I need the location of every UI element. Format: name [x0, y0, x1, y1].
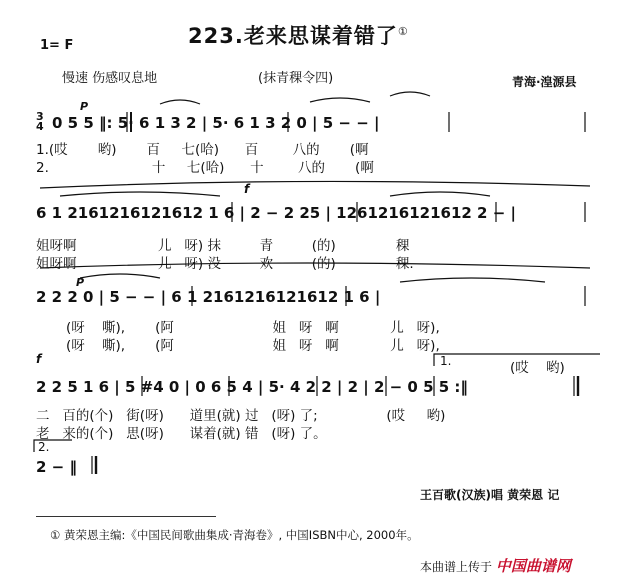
title-footnote-mark: ①: [397, 25, 409, 38]
song-origin: 青海·湟源县: [512, 75, 577, 89]
footnote-divider: [36, 516, 216, 517]
notation-line-1: 0 5 5 ‖: 5· 6 1 3 2 | 5· 6 1 3 2 0 | 5 − − |: [52, 114, 380, 132]
key-signature: 1= F: [40, 38, 74, 53]
dynamic-marking: P: [76, 276, 85, 289]
lyrics-line-2b: 姐呀啊 儿 呀) 没 欢 (的) 稞.: [36, 256, 414, 272]
notation-line-3: 2 2 2 0 | 5 − − | 6 1 2161216121612 1 6 |: [36, 288, 381, 306]
volta-2-label: 2.: [38, 440, 50, 454]
footnote: ① 黄荣恩主编:《中国民间歌曲集成·青海卷》, 中国ISBN中心, 2000年。: [50, 528, 419, 542]
song-title: 223.老来思谋着错了①: [188, 24, 409, 48]
upload-notice: 本曲谱上传于 中国曲谱网: [420, 557, 571, 575]
tune-name: (抹青稞令四): [258, 71, 334, 86]
tempo-marking: 慢速 伤感叹息地: [62, 71, 158, 86]
time-signature: 3 4: [36, 110, 44, 133]
lyrics-line-2a: 姐呀啊 儿 呀) 抹 青 (的) 稞: [36, 238, 410, 254]
dynamic-marking: P: [80, 100, 89, 113]
lyrics-line-3a: (呀 嘶), (阿 姐 呀 啊 儿 呀),: [66, 320, 440, 336]
volta-1-label: 1.: [440, 354, 452, 368]
site-logo: 中国曲谱网: [495, 557, 571, 575]
notation-line-5: 2 − ‖: [36, 458, 77, 476]
dynamic-marking: f: [244, 182, 250, 196]
lyrics-line-3b: (呀 嘶), (阿 姐 呀 啊 儿 呀),: [66, 338, 440, 354]
lyrics-line-4a: 二 百的(个) 街(呀) 道里(就) 过 (呀) 了; (哎 哟): [36, 408, 446, 424]
dynamic-marking: f: [36, 352, 42, 366]
performer-credit: 王百歌(汉族)唱 黄荣恩 记: [420, 488, 560, 502]
lyrics-line-4b: 老 来的(个) 思(呀) 谋着(就) 错 (呀) 了。: [36, 426, 327, 442]
volta-1-lyric: (哎 哟): [510, 360, 565, 376]
notation-line-4: 2 2 5 1 6 | 5 #4 0 | 0 6 5 4 | 5· 4 2 2 | 2 | 2 − 0 5 5 :‖: [36, 378, 468, 396]
lyrics-line-1a: 1.(哎 哟) 百 七(哈) 百 八的 (啊: [36, 142, 369, 158]
notation-line-2: 6 1 2161216121612 1 6 | 2 − 2 25 | 1261216121612 2 − |: [36, 204, 516, 222]
lyrics-line-1b: 2. 十 七(哈) 十 八的 (啊: [36, 160, 374, 176]
